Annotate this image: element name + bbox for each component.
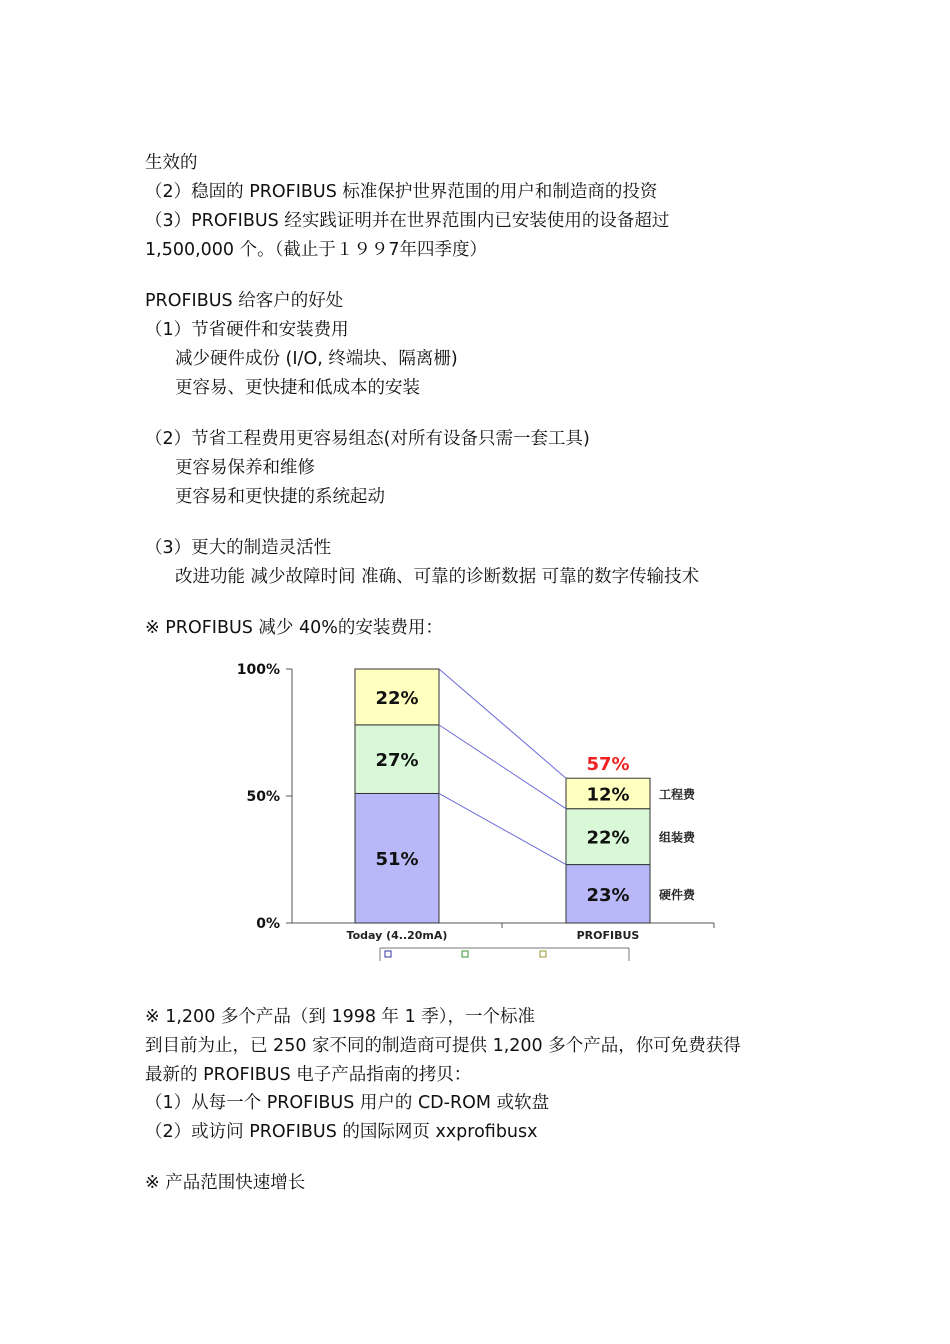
benefits-heading: PROFIBUS 给客户的好处 [145, 291, 344, 311]
y-tick-label: 50% [246, 789, 280, 805]
series-name-label: 硬件费 [659, 887, 696, 902]
text-line: 最新的 PROFIBUS 电子产品指南的拷贝： [145, 1065, 472, 1085]
bar-value-label: 23% [586, 884, 630, 906]
benefit-3-detail: 改进功能 减少故障时间 准确、可靠的诊断数据 可靠的数字传输技术 [175, 567, 700, 587]
text-line: （3）PROFIBUS 经实践证明并在世界范围内已安装使用的设备超过 [145, 211, 670, 231]
bar-value-label: 12% [586, 784, 630, 806]
text-line: 生效的 [145, 153, 198, 173]
benefit-3-title: （3）更大的制造灵活性 [145, 538, 332, 558]
bar-value-label: 27% [375, 750, 419, 772]
series-name-label: 工程费 [659, 787, 696, 802]
total-label: 57% [586, 754, 630, 776]
legend-swatch [540, 951, 546, 957]
benefit-1-detail: 减少硬件成份 (I/O, 终端块、隔离栅) [175, 349, 458, 369]
y-tick-label: 0% [256, 916, 280, 932]
text-line: 到目前为止，已 250 家不同的制造商可提供 1,200 多个产品，你可免费获得 [145, 1036, 741, 1056]
y-tick-label: 100% [236, 662, 280, 678]
chart-caption: ※ PROFIBUS 减少 40%的安装费用： [145, 618, 443, 638]
section-heading: ※ 产品范围快速增长 [145, 1173, 306, 1193]
benefit-2-detail: 更容易保养和维修 [175, 458, 315, 478]
connector-line [439, 793, 566, 864]
connector-line [439, 669, 566, 778]
text-line: （2）或访问 PROFIBUS 的国际网页 xxprofibusx [145, 1122, 538, 1142]
bar-value-label: 22% [375, 687, 419, 709]
benefit-1-title: （1）节省硬件和安装费用 [145, 320, 349, 340]
text-line: （2）稳固的 PROFIBUS 标准保护世界范围的用户和制造商的投资 [145, 182, 658, 202]
legend-swatch [462, 951, 468, 957]
bar-value-label: 22% [586, 827, 630, 849]
text-line: 1,500,000 个。（截止于１９９7年四季度） [145, 240, 488, 260]
text-line: ※ 1,200 多个产品（到 1998 年 1 季），一个标准 [145, 1007, 536, 1027]
x-category-label: PROFIBUS [576, 929, 640, 942]
x-category-label: Today (4..20mA) [346, 929, 448, 942]
connector-line [439, 725, 566, 809]
legend-swatch [385, 951, 391, 957]
series-name-label: 组装费 [659, 830, 696, 845]
bar-value-label: 51% [375, 849, 419, 871]
benefit-2-detail: 更容易和更快捷的系统起动 [175, 487, 385, 507]
benefit-2-title: （2）节省工程费用更容易组态(对所有设备只需一套工具) [145, 429, 590, 449]
text-line: （1）从每一个 PROFIBUS 用户的 CD-ROM 或软盘 [145, 1093, 550, 1113]
benefit-1-detail: 更容易、更快捷和低成本的安装 [175, 378, 420, 398]
